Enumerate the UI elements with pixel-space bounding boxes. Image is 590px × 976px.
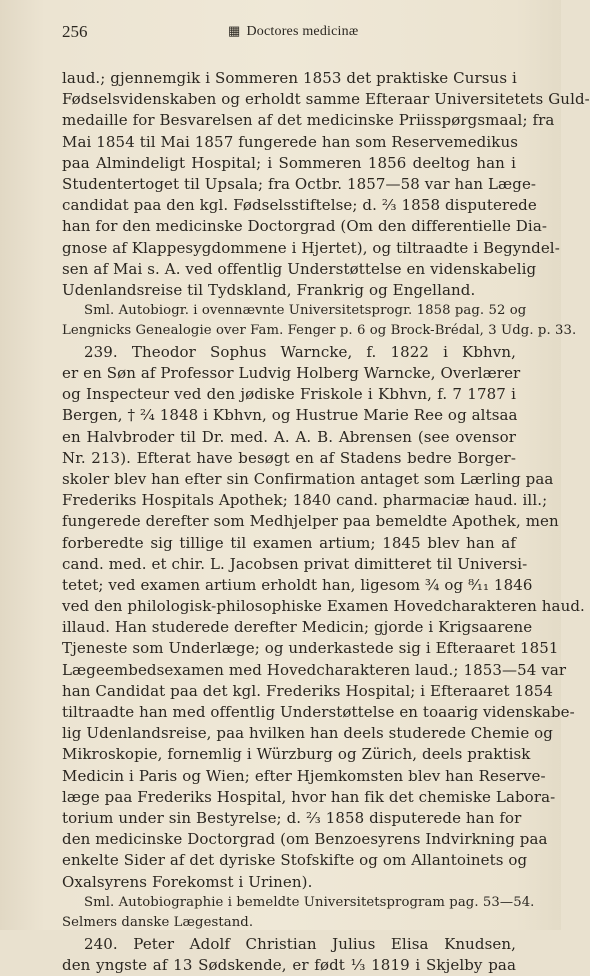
- text-line: den yngste af 13 Sødskende, er født ¹⁄₃ 1819 i Skjelby paa: [62, 955, 516, 974]
- text-line: er en Søn af Professor Ludvig Holberg Warncke, Overlærer: [62, 364, 521, 383]
- text-line: Medicin i Paris og Wien; efter Hjemkomsten blev han Reserve-: [62, 766, 546, 785]
- entry-heading-239: 239. Theodor Sophus Warncke, f. 1822 i Kbhvn,: [84, 342, 516, 361]
- entry-heading-240: 240. Peter Adolf Christian Julius Elisa Knudsen,: [84, 934, 516, 953]
- text-line: tiltraadte han med offentlig Understøttelse en toaarig videnskabe-: [62, 703, 575, 722]
- text-line: lig Udenlandsreise, paa hvilken han deels studerede Chemie og: [62, 724, 554, 743]
- printer-ornament-icon: ▦: [228, 23, 241, 38]
- text-line: cand. med. et chir. L. Jacobsen privat dimitteret til Universi-: [62, 554, 528, 573]
- text-line: medaille for Besvarelsen af det medicinske Priisspørgsmaal; fra: [62, 111, 555, 130]
- text-line: gnose af Klappesygdommene i Hjertet), og tiltraadte i Begyndel-: [62, 238, 560, 257]
- text-line: laud.; gjennemgik i Sommeren 1853 det praktiske Cursus i: [62, 69, 517, 87]
- text-line: Lægeembedsexamen med Hovedcharakteren laud.; 1853—54 var: [62, 660, 567, 679]
- text-line: han Candidat paa det kgl. Frederiks Hospital; i Efteraaret 1854: [62, 681, 554, 700]
- text-line: paa Almindeligt Hospital; i Sommeren 1856 deeltog han i: [62, 153, 516, 172]
- text-line: han for den medicinske Doctorgrad (Om den differentielle Dia-: [62, 217, 548, 236]
- text-line: Mikroskopie, fornemlig i Würzburg og Zürich, deels praktisk: [62, 745, 531, 764]
- text-line: Fødselsvidenskaben og erholdt samme Efteraar Universitetets Guld-: [62, 90, 590, 109]
- running-title: [228, 23, 358, 40]
- page-number: 256: [62, 22, 88, 41]
- text-line: Studentertoget til Upsala; fra Octbr. 1857—58 var han Læge-: [62, 174, 537, 193]
- text-line: Bergen, † ²⁄₄ 1848 i Kbhvn, og Hustrue Marie Ree og altsaa: [62, 406, 518, 425]
- text-line: ved den philologisk-philosophiske Examen Hovedcharakteren haud.: [62, 597, 585, 616]
- reference-note: Sml. Autobiogr. i ovennævnte Universitetsprogr. 1858 pag. 52 og: [84, 303, 527, 319]
- text-line: skoler blev han efter sin Confirmation antaget som Lærling paa: [62, 469, 554, 488]
- text-line: Nr. 213). Efterat have besøgt en af Stadens bedre Borger-: [62, 448, 516, 467]
- text-line: enkelte Sider af det dyriske Stofskifte og om Allantoinets og: [62, 851, 528, 870]
- text-line: Oxalsyrens Forekomst i Urinen).: [62, 872, 313, 891]
- text-line: tetet; ved examen artium erholdt han, ligesom ¾ og ⁸⁄₁₁ 1846: [62, 575, 533, 594]
- text-line: Tjeneste som Underlæge; og underkastede sig i Efteraaret 1851: [62, 639, 559, 658]
- text-line: sen af Mai s. A. ved offentlig Understøttelse en videnskabelig: [62, 259, 537, 278]
- text-line: og Inspecteur ved den jødiske Friskole i Kbhvn, f. 7 1787 i: [62, 385, 516, 404]
- reference-note: Lengnicks Genealogie over Fam. Fenger p. 6 og Brock-Brédal, 3 Udg. p. 33.: [62, 323, 577, 339]
- text-line: den medicinske Doctorgrad (om Benzoesyrens Indvirkning paa: [62, 830, 548, 849]
- page-body: [62, 68, 590, 976]
- text-line: en Halvbroder til Dr. med. A. A. B. Abrensen (see ovensor: [62, 427, 516, 446]
- page-header: [62, 22, 499, 44]
- text-line: Mai 1854 til Mai 1857 fungerede han som Reservemedikus: [62, 132, 519, 151]
- text-line: forberedte sig tillige til examen artium; 1845 blev han af: [62, 533, 516, 552]
- text-line: torium under sin Bestyrelse; d. ²⁄₃ 1858 disputerede han for: [62, 808, 522, 827]
- reference-note: Sml. Autobiographie i bemeldte Universitetsprogram pag. 53—54.: [84, 894, 535, 910]
- text-line: Frederiks Hospitals Apothek; 1840 cand. pharmaciæ haud. ill.;: [62, 491, 548, 510]
- text-line: læge paa Frederiks Hospital, hvor han fik det chemiske Labora-: [62, 787, 556, 806]
- reference-note: Selmers danske Lægestand.: [62, 915, 254, 931]
- text-line: illaud. Han studerede derefter Medicin; gjorde i Krigsaarene: [62, 618, 533, 637]
- text-line: Udenlandsreise til Tydskland, Frankrig og Engelland.: [62, 280, 476, 299]
- running-title-text: Doctores medicinæ: [246, 24, 359, 39]
- text-line: fungerede derefter som Medhjelper paa bemeldte Apothek, men: [62, 512, 559, 531]
- text-line: candidat paa den kgl. Fødselsstiftelse; d. ²⁄₃ 1858 disputerede: [62, 196, 537, 215]
